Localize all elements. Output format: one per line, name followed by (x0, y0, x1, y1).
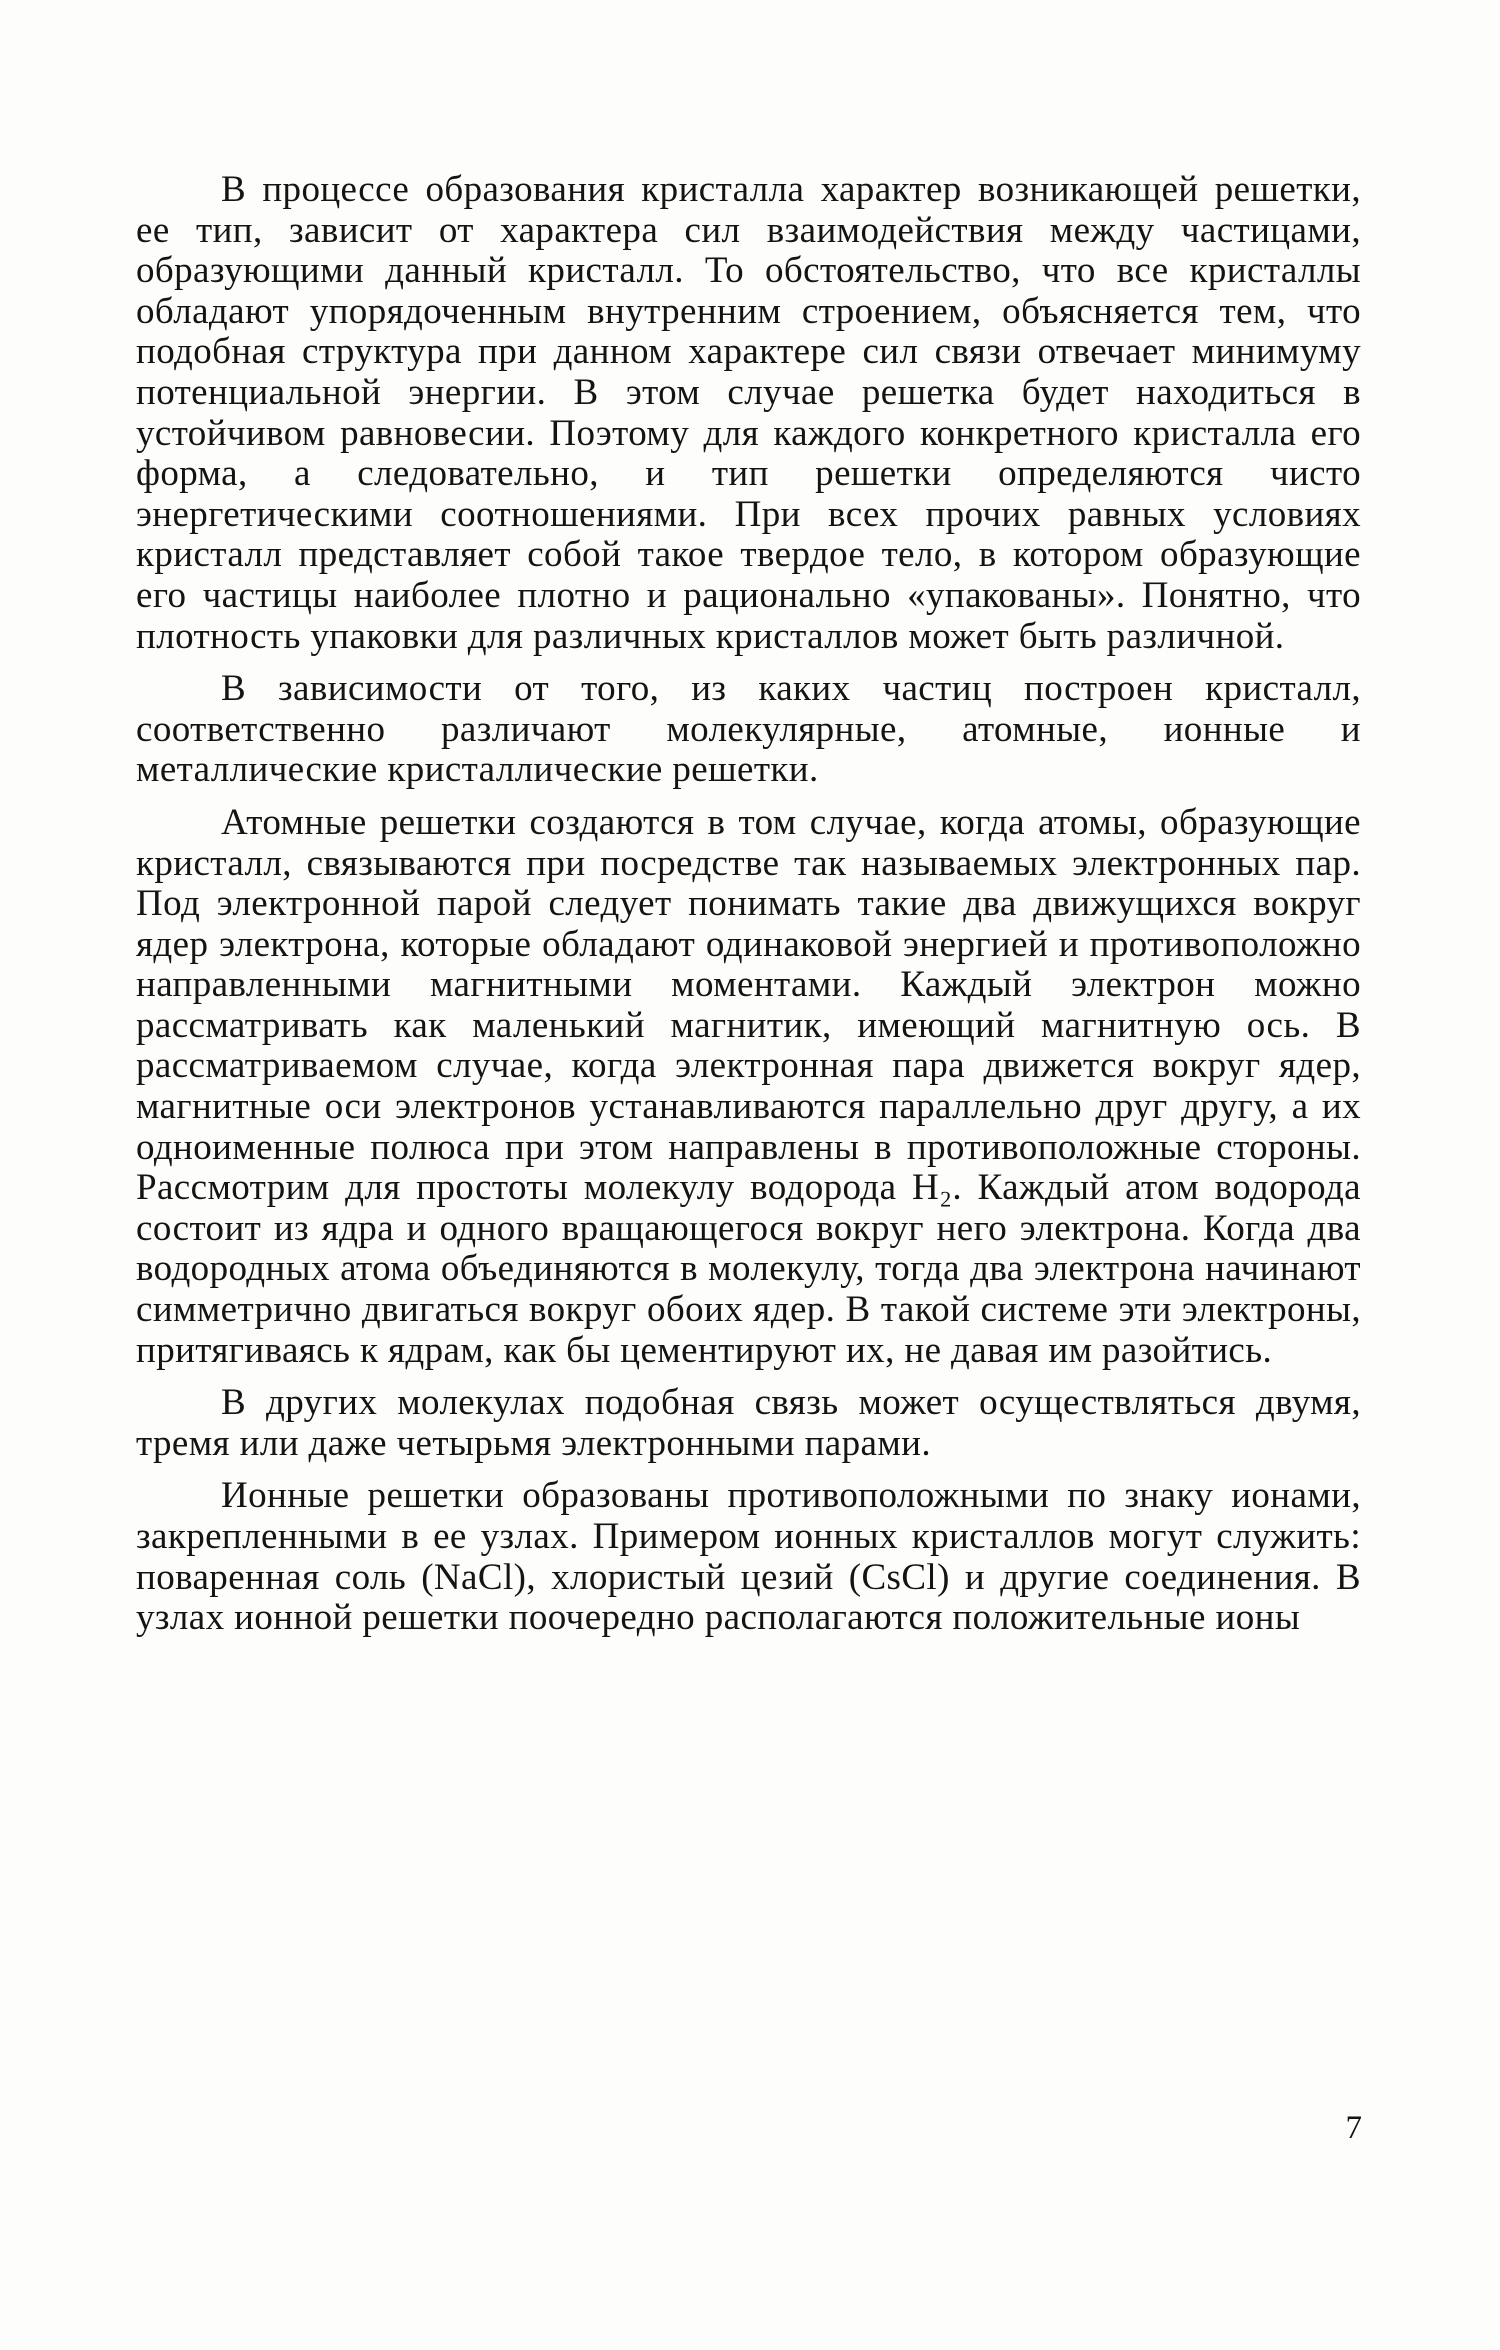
body-text (136, 170, 1361, 1651)
paragraph-lattice-types: В зависимости от того, из каких частиц построен кристалл, соответственно различают молекулярные, атомные, ионные и металлические кристаллические решетки. (136, 668, 1361, 791)
paragraph-atomic-lattices: Атомные решетки создаются в том случае, когда атомы, образующие кристалл, связываются при посредстве так называемых электронных пар. Под электронной парой следует понимать такие два движущихся вокруг ядер электрона, которые обладают одинаковой энергией и противоположно направленными магнитными моментами. Каждый электрон можно рассматривать как маленький магнитик, имеющий магнитную ось. В рассматриваемом случае, когда электронная пара движется вокруг ядер, магнитные оси электронов устанавливаются параллельно друг другу, а их одноименные полюса при этом направлены в противоположные стороны. Рассмотрим для простоты молекулу водорода H₂. Каждый атом водорода состоит из ядра и одного вращающегося вокруг него электрона. Когда два водородных атома объединяются в молекулу, тогда два электрона начинают симметрично двигаться вокруг обоих ядер. В такой системе эти электроны, притягиваясь к ядрам, как бы цементируют их, не давая им разойтись. (136, 801, 1361, 1371)
paragraph-crystal-formation: В процессе образования кристалла характер возникающей решетки, ее тип, зависит от характера сил взаимодействия между частицами, образующими данный кристалл. То обстоятельство, что все кристаллы обладают упорядоченным внутренним строением, объясняется тем, что подобная структура при данном характере сил связи отвечает минимуму потенциальной энергии. В этом случае решетка будет находиться в устойчивом равновесии. Поэтому для каждого конкретного кристалла его форма, а следовательно, и тип решетки определяются чисто энергетическими соотношениями. При всех прочих равных условиях кристалл представляет собой такое твердое тело, в котором образующие его частицы наиболее плотно и рационально «упакованы». Понятно, что плотность упаковки для различных кристаллов может быть различной. (136, 169, 1361, 657)
page-number: 7 (1345, 2110, 1362, 2146)
paragraph-electron-pairs: В других молекулах подобная связь может осуществляться двумя, тремя или даже четырьмя электронными парами. (136, 1382, 1361, 1464)
paragraph-ionic-lattices: Ионные решетки образованы противоположными по знаку ионами, закрепленными в ее узлах. Примером ионных кристаллов могут служить: поваренная соль (NaCl), хлористый цезий (CsCl) и другие соединения. В узлах ионной решетки поочередно располагаются положительные ионы (136, 1475, 1361, 1639)
